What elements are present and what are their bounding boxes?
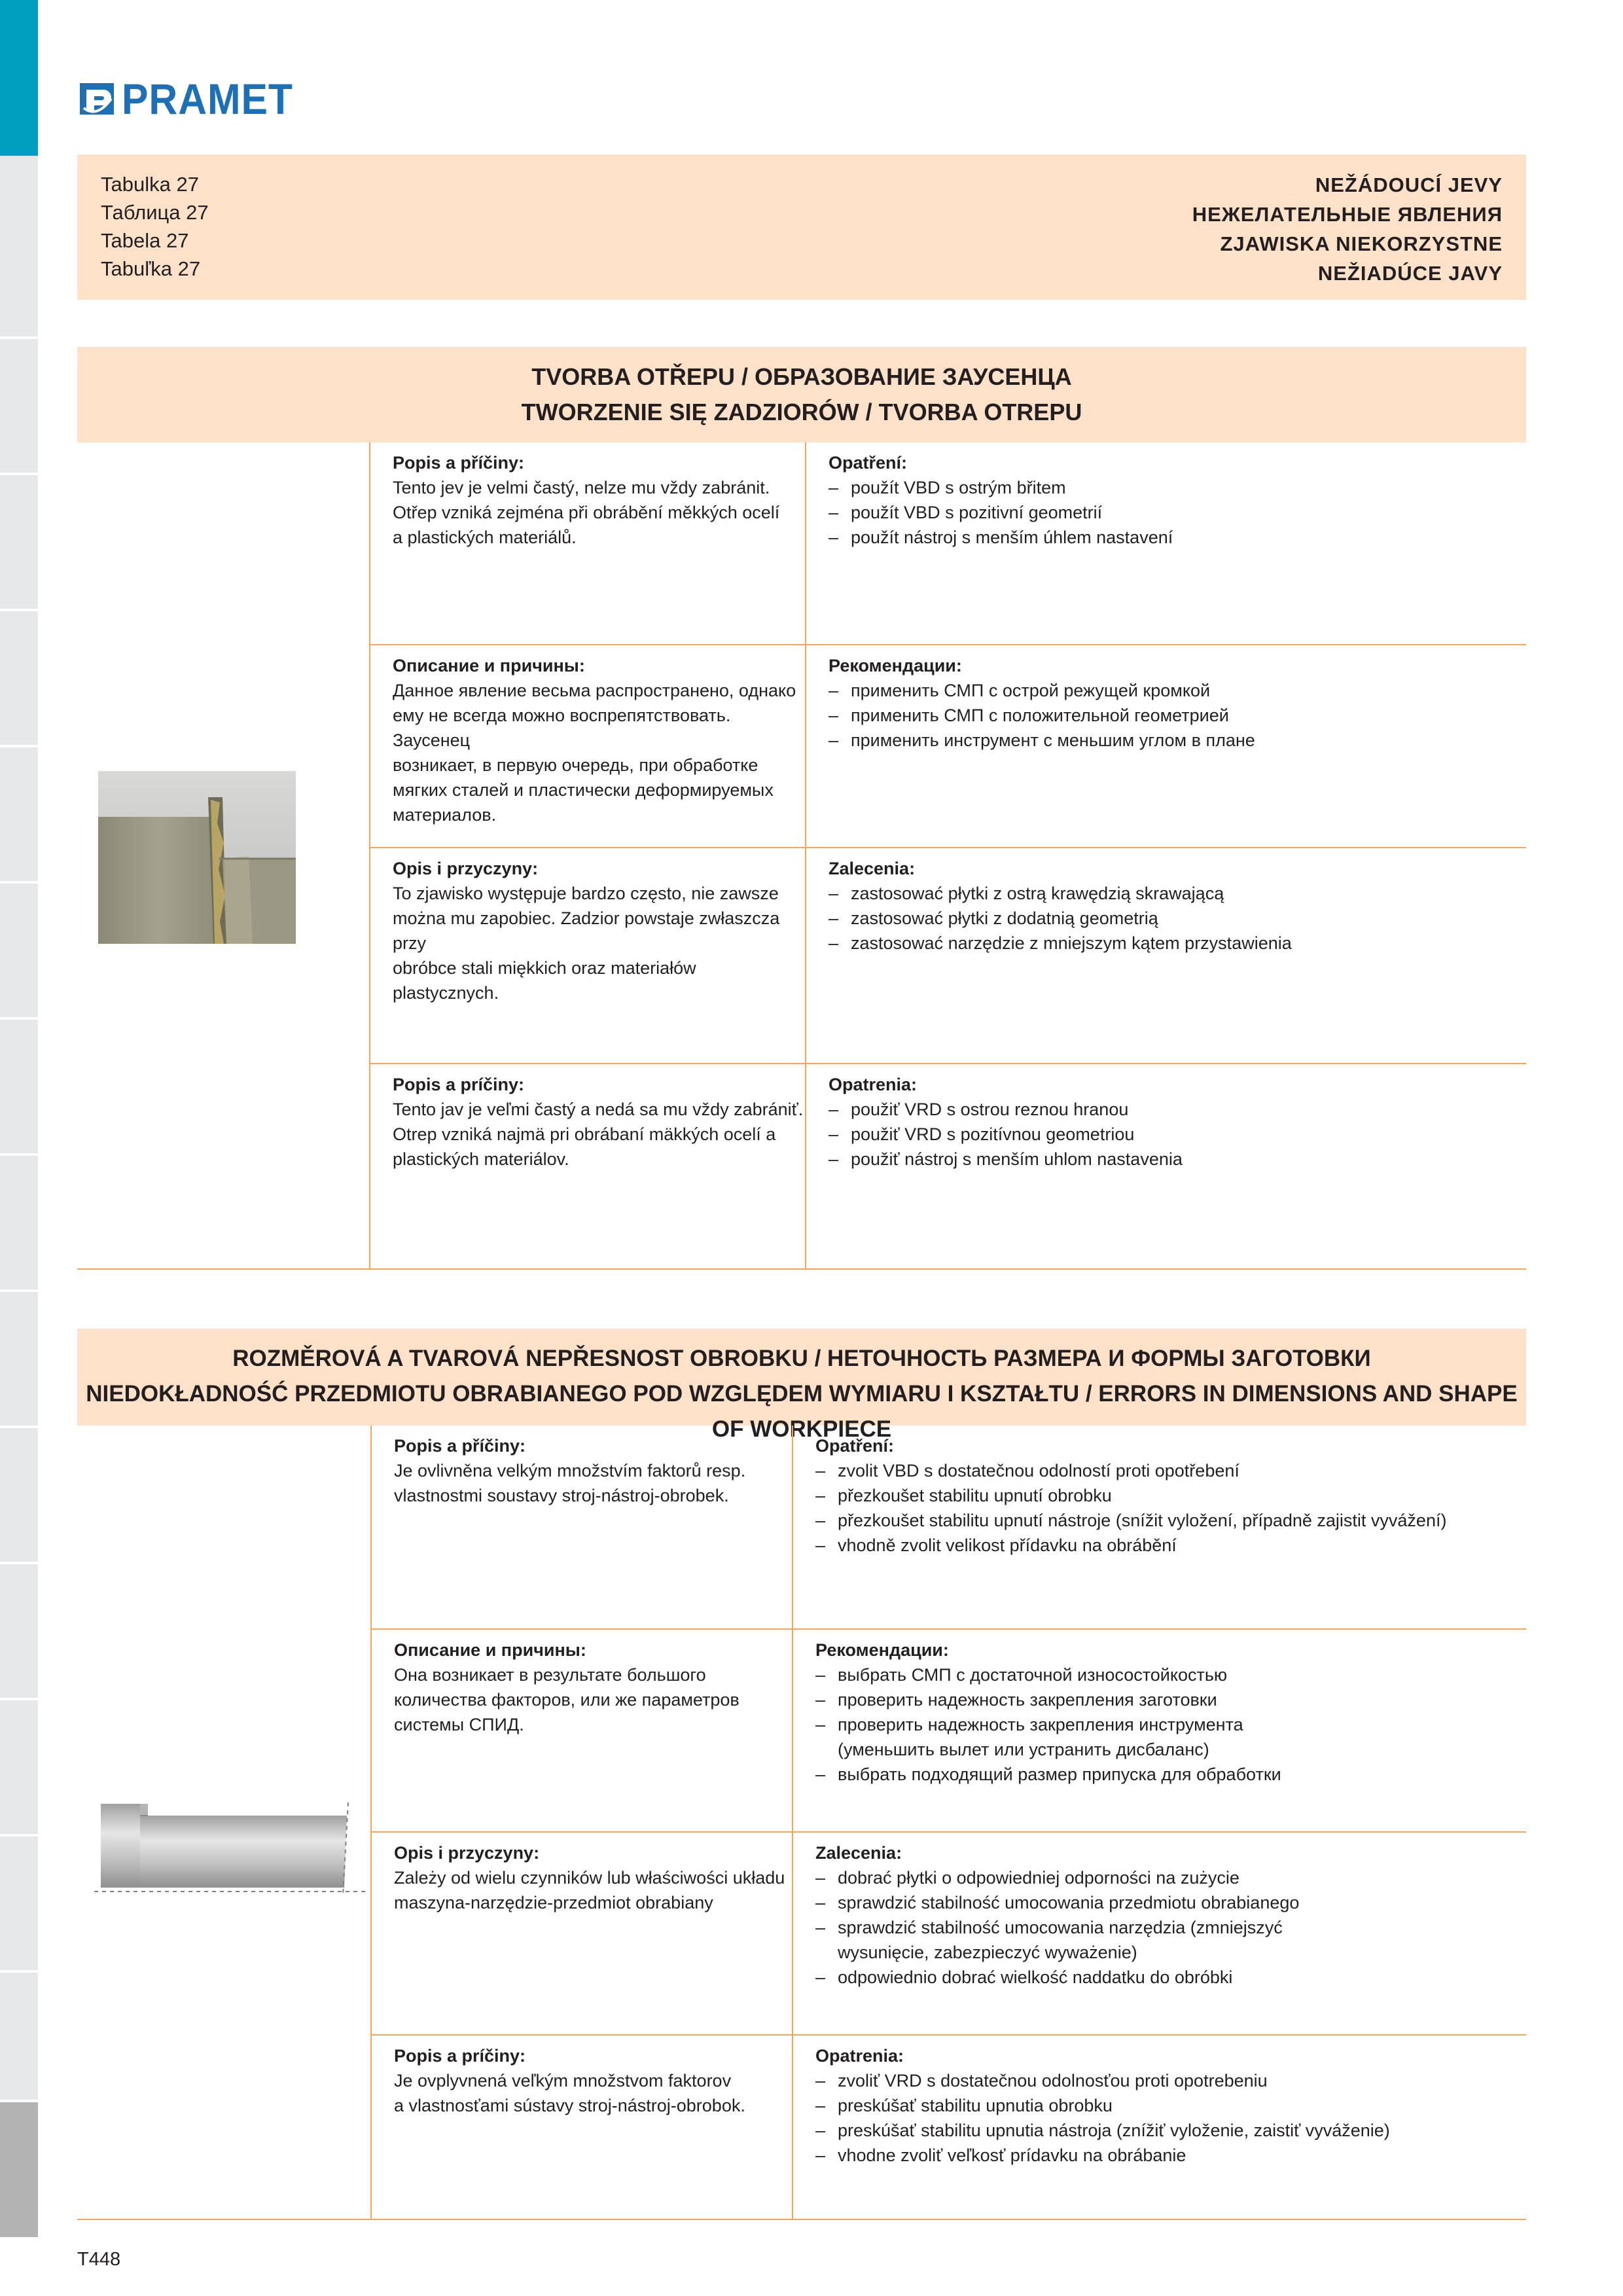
measures-cell xyxy=(792,1630,1526,1833)
pramet-logo-text: PRAMET xyxy=(122,75,293,123)
page-title: НЕЖЕЛАТЕЛЬНЫЕ ЯВЛЕНИЯ xyxy=(1192,203,1503,226)
causes-text-line: Tento jav je veľmi častý a nedá sa mu vždy zabrániť. xyxy=(393,1100,804,1119)
side-tab xyxy=(0,747,38,884)
table-row xyxy=(77,1630,1526,1833)
causes-text-line: To zjawisko występuje bardzo często, nie zawsze xyxy=(393,884,779,903)
page-number: T448 xyxy=(77,2249,121,2270)
table-number-list xyxy=(101,170,209,283)
causes-text-line: системы СПИД. xyxy=(394,1715,524,1734)
measure-item: – применить СМП с положительной геометрией xyxy=(829,703,1526,728)
measure-item: – применить инструмент с меньшим углом в плане xyxy=(829,728,1526,753)
section-body xyxy=(77,442,1526,1270)
causes-label: Opis i przyczyny: xyxy=(393,859,539,878)
measure-item: – проверить надежность закрепления инструмента (уменьшить вылет или устранить дисбаланс) xyxy=(815,1712,1313,1762)
causes-text-line: maszyna-narzędzie-przedmiot obrabiany xyxy=(394,1893,713,1912)
section-title xyxy=(77,347,1526,442)
causes-label: Описание и причины: xyxy=(393,656,585,675)
measures-cell xyxy=(805,1064,1526,1270)
section-title-line: ROZMĚROVÁ A TVAROVÁ NEPŘESNOST OBROBKU / НЕТОЧНОСТЬ РАЗМЕРА И ФОРМЫ ЗАГОТОВКИ xyxy=(232,1346,1371,1371)
causes-text-line: Otrep vzniká najmä pri obrábaní mäkkých ocelí a xyxy=(393,1124,776,1144)
section-bottom-rule xyxy=(77,1268,1526,1270)
measure-item: – použít VBD s ostrým břitem xyxy=(829,475,1526,500)
measure-item: – zastosować płytki z dodatnią geometrią xyxy=(829,906,1526,931)
measure-item: – dobrać płytki o odpowiedniej odporności na zużycie xyxy=(815,1865,1339,1890)
measure-item: – применить СМП с острой режущей кромкой xyxy=(829,678,1526,703)
measures-list xyxy=(815,1458,1526,1558)
causes-cell xyxy=(370,442,805,645)
causes-text-line: материалов. xyxy=(393,805,497,825)
side-tab xyxy=(0,1700,38,1837)
causes-text-line: Zależy od wielu czynników lub właściwości układu xyxy=(394,1868,785,1888)
side-tab xyxy=(0,156,38,339)
measure-item: – zastosować płytki z ostrą krawędzią skrawającą xyxy=(829,881,1526,906)
side-tab-current xyxy=(0,2102,38,2240)
causes-cell xyxy=(372,1426,792,1630)
measure-item: – проверить надежность закрепления заготовки xyxy=(815,1687,1313,1712)
causes-cell xyxy=(372,2036,792,2220)
causes-text-line: obróbce stali miękkich oraz materiałów plastycznych. xyxy=(393,958,696,1003)
table-number: Tabuľka 27 xyxy=(101,257,201,280)
table-number: Tabulka 27 xyxy=(101,173,199,196)
measures-label: Opatření: xyxy=(829,453,908,473)
side-tab xyxy=(0,1292,38,1428)
measure-item: – použít nástroj s menším úhlem nastavení xyxy=(829,525,1526,550)
measure-item: – preskúšať stabilitu upnutia nástroja (znížiť vyloženie, zaistiť vyváženie) xyxy=(815,2118,1526,2143)
measure-item: – zastosować narzędzie z mniejszym kątem przystawienia xyxy=(829,931,1526,956)
causes-label: Popis a príčiny: xyxy=(393,1075,525,1094)
table-row xyxy=(77,1064,1526,1270)
measure-item: – použiť nástroj s menším uhlom nastavenia xyxy=(829,1147,1526,1172)
causes-label: Popis a příčiny: xyxy=(393,453,525,473)
causes-text-line: Tento jev je velmi častý, nelze mu vždy zabránit. xyxy=(393,478,770,497)
page-title-list xyxy=(1192,170,1503,288)
measure-item: – vhodně zvolit velikost přídavku na obrábění xyxy=(815,1533,1526,1558)
measure-item: – použiť VRD s pozitívnou geometriou xyxy=(829,1122,1526,1147)
side-tab xyxy=(0,339,38,475)
measures-cell xyxy=(792,1833,1526,2036)
table-row xyxy=(77,1833,1526,2036)
measures-list xyxy=(829,1097,1526,1172)
causes-cell xyxy=(370,1064,805,1270)
causes-text-line: мягких сталей и пластически деформируемых xyxy=(393,780,774,800)
side-tab xyxy=(0,1564,38,1700)
causes-text-line: vlastnostmi soustavy stroj-nástroj-obrobek. xyxy=(394,1486,729,1505)
measure-item: – použít VBD s pozitivní geometrií xyxy=(829,500,1526,525)
causes-text-line: a vlastnosťami sústavy stroj-nástroj-obrobok. xyxy=(394,2096,745,2115)
measure-item: – preskúšať stabilitu upnutia obrobku xyxy=(815,2093,1526,2118)
side-tab xyxy=(0,1020,38,1156)
causes-cell xyxy=(370,848,805,1064)
measure-item: – přezkoušet stabilitu upnutí obrobku xyxy=(815,1483,1526,1508)
measures-label: Рекомендации: xyxy=(815,1640,949,1660)
causes-label: Popis a príčiny: xyxy=(394,2046,526,2066)
measures-cell xyxy=(805,442,1526,645)
measures-list xyxy=(829,881,1526,956)
section-title xyxy=(77,1329,1526,1442)
side-tab xyxy=(0,1156,38,1292)
causes-cell xyxy=(372,1833,792,2036)
measures-list xyxy=(829,475,1526,550)
causes-text-line: Je ovlivněna velkým množstvím faktorů resp. xyxy=(394,1461,746,1480)
table-row xyxy=(77,442,1526,645)
measure-item: – выбрать СМП с достаточной износостойкостью xyxy=(815,1662,1313,1687)
causes-text-line: Je ovplyvnená veľkým množstvom faktorov xyxy=(394,2071,732,2090)
causes-text-line: można mu zapobiec. Zadzior powstaje zwłaszcza przy xyxy=(393,908,780,953)
measures-label: Opatření: xyxy=(815,1436,895,1456)
measures-cell xyxy=(805,848,1526,1064)
table-row xyxy=(77,1426,1526,1630)
measures-list xyxy=(815,1865,1339,1990)
section-body xyxy=(77,1426,1526,2220)
measure-item: – zvolit VBD s dostatečnou odolností proti opotřebení xyxy=(815,1458,1526,1483)
causes-text-line: a plastických materiálů. xyxy=(393,528,577,547)
section-title-line: TVORBA OTŘEPU / ОБРАЗОВАНИЕ ЗАУСЕНЦА xyxy=(531,363,1072,390)
causes-text-line: Данное явление весьма распространено, однако xyxy=(393,681,796,700)
side-tab xyxy=(0,1973,38,2102)
causes-label: Opis i przyczyny: xyxy=(394,1843,540,1863)
table-row xyxy=(77,645,1526,848)
causes-text-line: ему не всегда можно воспрепятствовать. Заусенец xyxy=(393,706,731,750)
causes-text-line: Otřep vzniká zejména při obrábění měkkých ocelí xyxy=(393,503,780,522)
causes-text-line: Она возникает в результате большого xyxy=(394,1665,706,1685)
causes-cell xyxy=(370,645,805,848)
side-tab xyxy=(0,1428,38,1564)
side-tab xyxy=(0,475,38,611)
section-title-line: TWORZENIE SIĘ ZADZIORÓW / TVORBA OTREPU xyxy=(521,399,1082,425)
side-tab-active-accent xyxy=(0,0,38,156)
measures-cell xyxy=(805,645,1526,848)
causes-text-line: возникает, в первую очередь, при обработке xyxy=(393,755,758,775)
measures-list xyxy=(815,2068,1526,2168)
measures-cell xyxy=(792,1426,1526,1630)
causes-label: Popis a příčiny: xyxy=(394,1436,526,1456)
measure-item: – vhodne zvoliť veľkosť prídavku na obrábanie xyxy=(815,2143,1526,2168)
table-number: Tabela 27 xyxy=(101,229,189,252)
measure-item: – použiť VRD s ostrou reznou hranou xyxy=(829,1097,1526,1122)
table-row xyxy=(77,2036,1526,2220)
side-tab xyxy=(0,884,38,1020)
measure-item: – sprawdzić stabilność umocowania przedmiotu obrabianego xyxy=(815,1890,1339,1915)
measure-item: – sprawdzić stabilność umocowania narzędzia (zmniejszyć wysunięcie, zabezpieczyć wyważenie) xyxy=(815,1915,1339,1965)
measures-cell xyxy=(792,2036,1526,2220)
measure-item: – выбрать подходящий размер припуска для обработки xyxy=(815,1762,1313,1787)
page-title: NEŽÁDOUCÍ JEVY xyxy=(1315,173,1503,196)
measures-label: Рекомендации: xyxy=(829,656,962,675)
page-title: NEŽIADÚCE JAVY xyxy=(1317,262,1503,285)
side-tab-strip xyxy=(0,0,38,2225)
measures-label: Opatrenia: xyxy=(829,1075,918,1094)
pramet-logo-mark-icon xyxy=(77,79,116,118)
causes-label: Описание и причины: xyxy=(394,1640,586,1660)
measures-list xyxy=(815,1662,1313,1787)
causes-text-line: plastických materiálov. xyxy=(393,1149,569,1169)
side-tab xyxy=(0,1837,38,1973)
page-title: ZJAWISKA NIEKORZYSTNE xyxy=(1220,232,1503,255)
measures-list xyxy=(829,678,1526,753)
measure-item: – odpowiednio dobrać wielkość naddatku do obróbki xyxy=(815,1965,1339,1990)
causes-cell xyxy=(372,1630,792,1833)
measures-label: Zalecenia: xyxy=(815,1843,902,1863)
measures-label: Opatrenia: xyxy=(815,2046,904,2066)
measure-item: – přezkoušet stabilitu upnutí nástroje (snížit vyložení, případně zajistit vyvážení) xyxy=(815,1508,1526,1533)
section-bottom-rule xyxy=(77,2219,1526,2220)
table-row xyxy=(77,848,1526,1064)
section-dimension-shape-errors xyxy=(77,1329,1526,2220)
measure-item: – zvoliť VRD s dostatečnou odolnosťou proti opotrebeniu xyxy=(815,2068,1526,2093)
section-title-line: NIEDOKŁADNOŚĆ PRZEDMIOTU OBRABIANEGO POD WZGLĘDEM WYMIARU I KSZTAŁTU / ERRORS IN DIMENSIONS AND SHAPE OF WORKPIECE xyxy=(86,1381,1518,1442)
causes-text-line: количества факторов, или же параметров xyxy=(394,1690,740,1710)
section-burr-formation xyxy=(77,347,1526,1270)
page-header-band xyxy=(77,154,1526,300)
measures-label: Zalecenia: xyxy=(829,859,916,878)
pramet-logo xyxy=(77,75,308,123)
table-number: Таблица 27 xyxy=(101,201,209,224)
side-tab xyxy=(0,611,38,747)
